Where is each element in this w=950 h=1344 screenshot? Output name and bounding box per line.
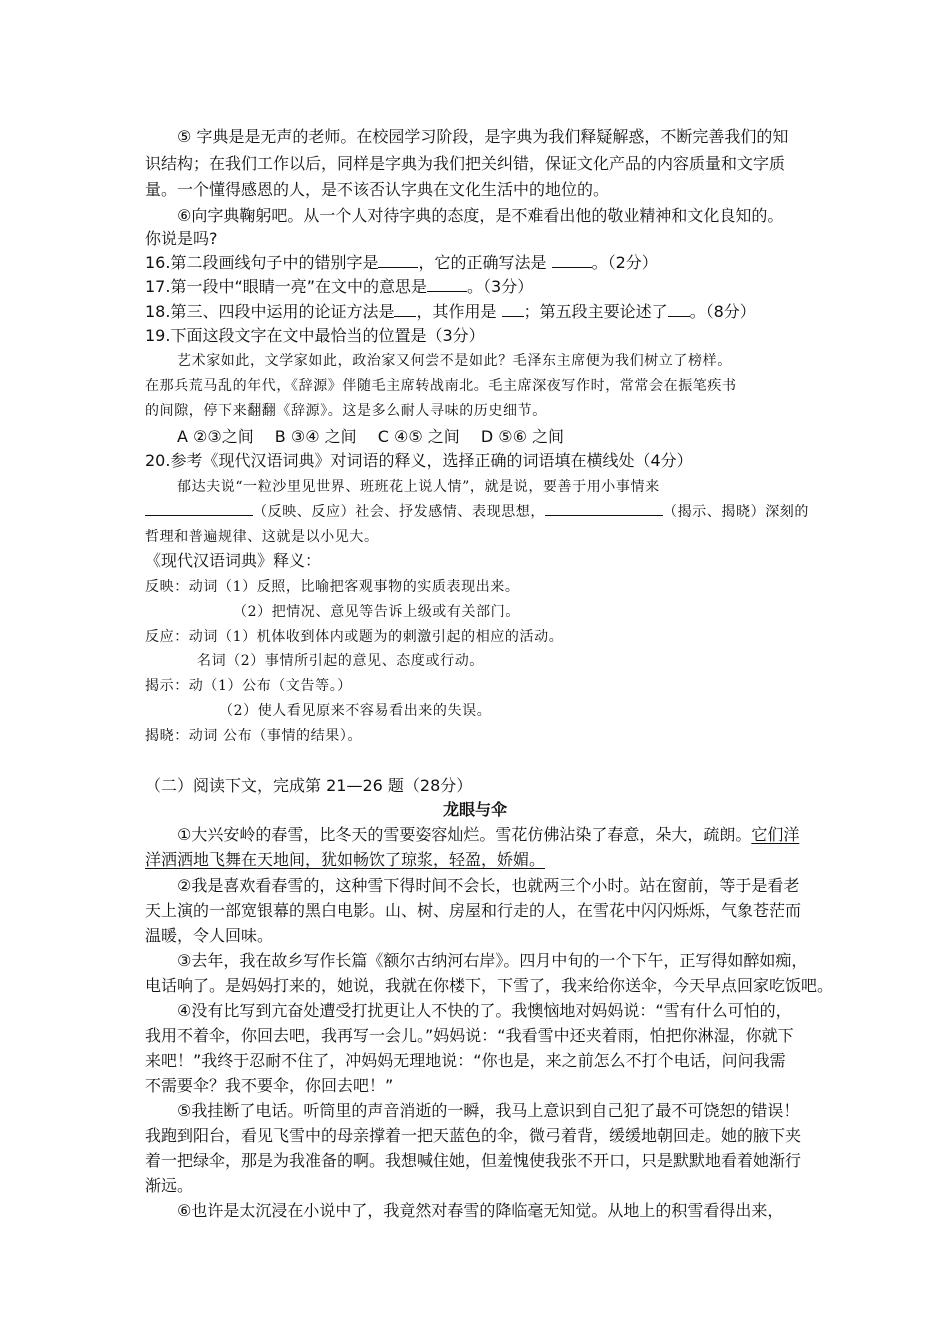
dictionary-entry: （2）把情况、意见等告诉上级或有关部门。 (233, 604, 520, 620)
article-paragraph-4-line-4: 不需要伞？我不要伞，你回去吧！” (145, 1076, 394, 1095)
article-paragraph-1-text: ①大兴安岭的春雪，比冬天的雪要姿容灿烂。雪花仿佛沾染了春意，朵大，疏朗。 (177, 825, 752, 844)
article-paragraph-4-line-3: 来吧！”我终于忍耐不住了，冲妈妈无理地说：“你也是，来之前怎么不打个电话，问问我需 (145, 1051, 786, 1070)
article-paragraph-3-line-1: ③去年，我在故乡写作长篇《额尔古纳河右岸》。四月中旬的一个下午，正写得如醉如痴， (177, 951, 808, 970)
article-paragraph-2-line-3: 温暖，令人回味。 (145, 926, 274, 945)
section-2-heading: （二）阅读下文，完成第 21—26 题（28分） (145, 776, 473, 795)
answer-blank[interactable] (668, 300, 690, 317)
dictionary-entry: 反应：动词（1）机体收到体内或题为的刺激引起的相应的活动。 (145, 629, 564, 645)
question-16 (145, 250, 810, 276)
article-paragraph-4-line-1: ④没有比写到亢奋处遭受打扰更让人不快的了。我懊恼地对妈妈说：“雪有什么可怕的， (177, 1001, 792, 1020)
underlined-sentence: 洋洒洒地飞舞在天地间，犹如畅饮了琼浆，轻盈，娇媚。 (145, 850, 546, 869)
paragraph-6-line-1: ⑥向字典鞠躬吧。从一个人对待字典的态度，是不难看出他的敬业精神和文化良知的。 (177, 206, 784, 225)
article-paragraph-5-line-2: 我跑到阳台，看见飞雪中的母亲撑着一把天蓝色的伞，微弓着背，缓缓地朝回走。她的腋下夹 (145, 1126, 802, 1145)
article-paragraph-6-line-1: ⑥也许是太沉浸在小说中了，我竟然对春雪的降临毫无知觉。从地上的积雪看得出来， (177, 1201, 784, 1220)
question-18-text-b: ，其作用是 (416, 302, 497, 321)
question-20-quote-line-3: 哲理和普遍规律、这就是以小见大。 (145, 529, 379, 545)
article-paragraph-5-line-3: 着一把绿伞，那是为我准备的啊。我想喊住她，但羞愧使我张不开口，只是默默地看着她渐行 (145, 1151, 802, 1170)
question-17 (145, 274, 810, 300)
question-18-text-d: 。（8分） (689, 302, 756, 321)
question-16-text-b: ，它的正确写法是 (418, 253, 547, 272)
paragraph-6-line-2: 你说是吗? (145, 229, 218, 248)
dictionary-entry: 反映：动词（1）反照，比喻把客观事物的实质表现出来。 (145, 579, 520, 595)
question-17-text-b: 。（3分） (467, 277, 534, 296)
question-19-quote-line-3: 的间隙，停下来翻翻《辞源》。这是多么耐人寻味的历史细节。 (145, 403, 547, 419)
article-paragraph-3-line-2: 电话响了。是妈妈打来的，她说，我就在你楼下，下雪了，我来给你送伞，今天早点回家吃饭吧。 (145, 976, 834, 995)
article-paragraph-4-line-2: 我用不着伞，你回去吧，我再写一会儿。”妈妈说：“我看雪中还夹着雨，怕把你淋湿，你就下 (145, 1026, 794, 1045)
question-19-options: A ②③之间 B ③④ 之间 C ④⑤ 之间 D ⑤⑥ 之间 (177, 427, 565, 446)
paragraph-5-line-2: 识结构；在我们工作以后，同样是字典为我们把关纠错，保证文化产品的内容质量和文字质 (145, 154, 786, 173)
answer-blank[interactable] (394, 300, 416, 317)
question-16-text-c: 。（2分） (591, 253, 658, 272)
answer-blank[interactable] (502, 300, 524, 317)
article-paragraph-5-line-1: ⑤我挂断了电话。听筒里的声音消逝的一瞬，我马上意识到自己犯了最不可饶恕的错误！ (177, 1101, 800, 1120)
question-19-quote-line-2: 在那兵荒马乱的年代，《辞源》伴随毛主席转战南北。毛主席深夜写作时，常常会在振笔疾书 (145, 378, 737, 394)
article-paragraph-1-line-2 (145, 847, 810, 873)
dictionary-heading: 《现代汉语词典》释义： (145, 551, 322, 570)
article-paragraph-5-line-4: 渐远。 (145, 1176, 194, 1195)
question-20-quote-line-2 (145, 499, 810, 525)
article-paragraph-2-line-2: 天上演的一部宽银幕的黑白电影。山、树、房屋和行走的人，在雪花中闪闪烁烁，气象苍茫而 (145, 901, 802, 920)
question-19-quote-line-1: 艺术家如此，文学家如此，政治家又何尝不是如此？毛泽东主席便为我们树立了榜样。 (177, 353, 732, 369)
answer-blank[interactable] (378, 251, 418, 268)
dictionary-entry: 名词（2）事情所引起的意见、态度或行动。 (197, 653, 484, 669)
answer-blank[interactable] (145, 499, 253, 516)
question-20-quote-text-b: （揭示、揭晓）深刻的 (663, 504, 809, 520)
question-18-text-c: ；第五段主要论述了 (523, 302, 668, 321)
question-20: 20.参考《现代汉语词典》对词语的释义，选择正确的词语填在横线处（4分） (145, 451, 693, 470)
article-paragraph-2-line-1: ②我是喜欢看春雪的，这种雪下得时间不会长，也就两三个小时。站在窗前，等于是看老 (177, 876, 800, 895)
question-18 (145, 299, 810, 325)
underlined-sentence: 它们洋 (751, 825, 800, 844)
paragraph-5-line-3: 量。一个懂得感恩的人，是不该否认字典在文化生活中的地位的。 (145, 180, 610, 199)
dictionary-entry: 揭晓：动词 公布（事情的结果）。 (145, 728, 363, 744)
question-16-text-a: 16.第二段画线句子中的错别字是 (145, 253, 379, 272)
article-title: 龙眼与伞 (442, 800, 507, 819)
dictionary-entry: 揭示：动（1）公布（文告等。） (145, 678, 352, 694)
article-paragraph-1-line-1 (145, 822, 842, 848)
question-18-text-a: 18.第三、四段中运用的论证方法是 (145, 302, 395, 321)
question-20-quote-line-1: 郁达夫说“一粒沙里见世界、班班花上说人情”，就是说，要善于用小事情来 (177, 479, 660, 495)
paragraph-5-line-1: ⑤ 字典是是无声的老师。在校园学习阶段，是字典为我们释疑解惑，不断完善我们的知 (177, 127, 789, 146)
dictionary-entry: （2）使人看见原来不容易看出来的失误。 (219, 703, 492, 719)
question-19: 19.下面这段文字在文中最恰当的位置是（3分） (145, 326, 485, 345)
question-17-text-a: 17.第一段中“眼睛一亮”在文中的意思是 (145, 277, 428, 296)
answer-blank[interactable] (427, 275, 467, 292)
question-20-quote-text-a: （反映、反应）社会、抒发感情、表现思想， (253, 504, 545, 520)
answer-blank[interactable] (545, 499, 663, 516)
answer-blank[interactable] (552, 251, 592, 268)
